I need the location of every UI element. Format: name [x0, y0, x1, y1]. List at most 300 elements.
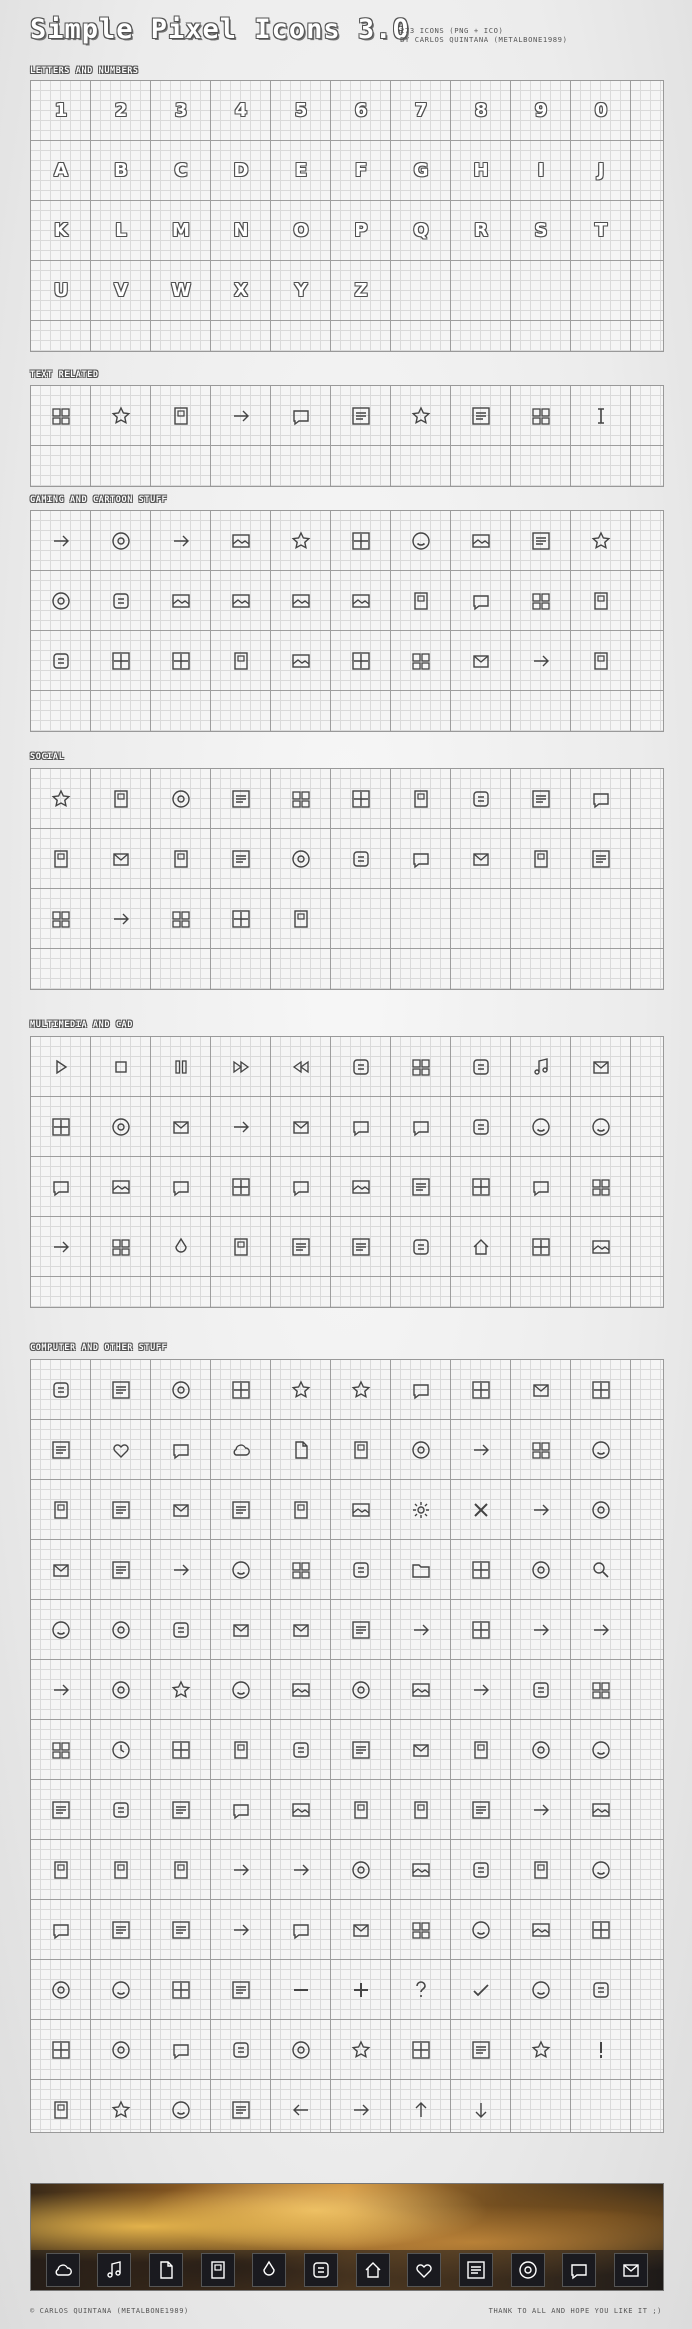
glyph-c: C: [174, 160, 188, 181]
house-icon: [362, 2259, 384, 2281]
subtitle: [400, 26, 568, 44]
icon-cell: [331, 2020, 391, 2080]
glyph-cell: [151, 201, 211, 261]
strikethrough-icon: [530, 405, 552, 427]
facebook-grid-icon: [110, 848, 132, 870]
recycle-icon: [470, 1379, 492, 1401]
glyph-cell: [151, 261, 211, 321]
tag-right-icon: [410, 1739, 432, 1761]
minus-icon: [290, 1979, 312, 2001]
icon-cell: [391, 1840, 451, 1900]
icon-cell: [31, 386, 91, 446]
cd-icon: [170, 1116, 192, 1138]
icon-cell: [511, 1840, 571, 1900]
icon-cell: [271, 1840, 331, 1900]
p-logo-icon: [410, 788, 432, 810]
icon-cell: [511, 571, 571, 631]
icon-cell: [91, 2080, 151, 2140]
glyph-cell: [331, 141, 391, 201]
banner-plug-tile: [459, 2253, 493, 2287]
icon-cell: [331, 1157, 391, 1217]
volume-icon: [470, 1116, 492, 1138]
battery-icon: [50, 1559, 72, 1581]
icon-cell: [271, 386, 331, 446]
glyph-n: N: [233, 220, 249, 241]
mask-icon: [530, 1799, 552, 1821]
icon-cell: [31, 1360, 91, 1420]
glyph-5: 5: [294, 100, 308, 121]
icon-cell: [451, 2020, 511, 2080]
icon-cell: [151, 1780, 211, 1840]
icon-cell: [31, 1037, 91, 1097]
icon-cell: [391, 829, 451, 889]
glyph-cell: [571, 141, 631, 201]
glyph-7: 7: [414, 100, 428, 121]
glyph-cell: [511, 141, 571, 201]
glyph-q: Q: [413, 220, 429, 241]
icon-cell: [571, 769, 631, 829]
pencil-ruler-icon: [410, 1236, 432, 1258]
book-icon: [517, 2259, 539, 2281]
glyph-9: 9: [534, 100, 548, 121]
shield-x-icon: [470, 530, 492, 552]
globe-icon: [590, 1499, 612, 1521]
mac-face-icon: [590, 1679, 612, 1701]
arrow-right-icon: [350, 2099, 372, 2121]
gift-icon: [410, 1619, 432, 1641]
icon-cell: [271, 1157, 331, 1217]
icon-cell: [331, 1097, 391, 1157]
floppy-icon: [110, 1859, 132, 1881]
cylinder-icon: [590, 1979, 612, 2001]
icon-cell: [151, 386, 211, 446]
banner-file-tile: [149, 2253, 183, 2287]
exclamation-icon: [590, 2039, 612, 2061]
icon-cell: [451, 1480, 511, 1540]
clock-icon: [110, 1739, 132, 1761]
gear-icon: [410, 1499, 432, 1521]
icon-cell: [511, 1420, 571, 1480]
keyboard-stand-icon: [290, 1679, 312, 1701]
book-icon: [50, 590, 72, 612]
cassette-tape-icon: [50, 1979, 72, 2001]
film-icon: [350, 1176, 372, 1198]
icon-cell: [571, 1720, 631, 1780]
icon-cell: [31, 1097, 91, 1157]
icon-cell: [271, 571, 331, 631]
glyph-v: V: [114, 280, 128, 301]
envelope-icon: [290, 1499, 312, 1521]
text-lines-icon: [350, 2039, 372, 2061]
icon-cell: [211, 1360, 271, 1420]
align-left-icon: [50, 405, 72, 427]
pentagon-outline-icon: [290, 2039, 312, 2061]
bookmark-icon: [110, 1559, 132, 1581]
cassette-icon: [470, 1056, 492, 1078]
icon-cell: [331, 1720, 391, 1780]
icon-cell: [511, 1217, 571, 1277]
page-title: Simple Pixel Icons 3.0: [30, 14, 410, 45]
icon-cell: [271, 631, 331, 691]
glyph-j: J: [597, 160, 605, 181]
crosshair-icon: [50, 650, 72, 672]
firefox-icon: [410, 1379, 432, 1401]
icon-cell: [571, 631, 631, 691]
icon-cell: [271, 1900, 331, 1960]
icon-cell: [451, 829, 511, 889]
icon-cell: [151, 1480, 211, 1540]
glyph-w: W: [171, 280, 191, 301]
icon-cell: [571, 1660, 631, 1720]
news-icon: [290, 788, 312, 810]
crying-icon: [110, 908, 132, 930]
icon-cell: [271, 1217, 331, 1277]
icon-cell: [391, 571, 451, 631]
icon-cell: [211, 386, 271, 446]
icon-cell: [31, 2080, 91, 2140]
star-icon: [350, 1379, 372, 1401]
icon-cell: [331, 386, 391, 446]
fast-forward-icon: [230, 1056, 252, 1078]
shield-down-icon: [290, 1739, 312, 1761]
alien-icon: [410, 650, 432, 672]
cube-icon: [110, 1619, 132, 1641]
switch-icon: [530, 1619, 552, 1641]
icon-cell: [391, 1157, 451, 1217]
barcode-icon: [590, 1799, 612, 1821]
icon-cell: [391, 1900, 451, 1960]
arrow-left-icon: [290, 2099, 312, 2121]
mail-x-icon: [470, 788, 492, 810]
basket-icon: [170, 1799, 192, 1821]
skull-crossbones-icon: [590, 530, 612, 552]
shield-icon: [410, 1439, 432, 1461]
icon-cell: [571, 1097, 631, 1157]
icon-cell: [391, 1360, 451, 1420]
music-note-icon: [103, 2259, 125, 2281]
icon-cell: [451, 1157, 511, 1217]
banner-gamepad-tile: [614, 2253, 648, 2287]
icon-cell: [271, 1097, 331, 1157]
question-icon: [410, 1979, 432, 2001]
lock-icon: [530, 1439, 552, 1461]
clip-icon: [170, 1859, 192, 1881]
window-icon: [470, 1679, 492, 1701]
facebook-f-icon: [230, 908, 252, 930]
controller-icon: [590, 590, 612, 612]
icon-cell: [511, 1720, 571, 1780]
console-icon: [530, 590, 552, 612]
glyph-x: X: [234, 280, 248, 301]
icon-cell: [211, 1037, 271, 1097]
glyph-8: 8: [474, 100, 488, 121]
flag-icon: [590, 1619, 612, 1641]
icon-cell: [31, 1217, 91, 1277]
icon-cell: [91, 1780, 151, 1840]
icon-cell: [91, 1660, 151, 1720]
glyph-cell: [451, 81, 511, 141]
glyph-cell: [211, 261, 271, 321]
disk-icon: [110, 1679, 132, 1701]
icon-cell: [511, 1960, 571, 2020]
icon-cell: [571, 1900, 631, 1960]
subtitle-count: 273 ICONS (PNG + ICO): [400, 26, 504, 35]
x-logo-icon: [230, 1919, 252, 1941]
angry-icon: [410, 848, 432, 870]
grid-social: [30, 768, 664, 990]
icon-cell: [571, 2020, 631, 2080]
align-justify-icon: [230, 405, 252, 427]
icon-cell: [391, 511, 451, 571]
font-aa-icon: [110, 1979, 132, 2001]
magnifier-pen-icon: [410, 1176, 432, 1198]
icon-cell: [211, 1780, 271, 1840]
icon-cell: [151, 1840, 211, 1900]
preview-banner: [30, 2183, 664, 2291]
target-icon: [50, 1919, 72, 1941]
file-icon: [155, 2259, 177, 2281]
icon-cell: [511, 1540, 571, 1600]
icon-cell: [151, 1960, 211, 2020]
protractor-icon: [350, 1236, 372, 1258]
at-sign-icon: [170, 908, 192, 930]
icon-cell: [331, 829, 391, 889]
banner-photo-camera-tile: [201, 2253, 235, 2287]
page-note-icon: [50, 1859, 72, 1881]
pacman-icon: [530, 650, 552, 672]
glyph-0: 0: [594, 100, 608, 121]
save-document-icon: [110, 2099, 132, 2121]
laptop-icon: [230, 1679, 252, 1701]
icon-cell: [331, 1480, 391, 1540]
icon-cell: [511, 386, 571, 446]
house-icon: [470, 1236, 492, 1258]
icon-cell: [151, 769, 211, 829]
icon-cell: [151, 1097, 211, 1157]
download-icon: [350, 1439, 372, 1461]
icon-cell: [91, 769, 151, 829]
icon-cell: [151, 1900, 211, 1960]
icon-cell: [211, 1217, 271, 1277]
glyph-s: S: [534, 220, 548, 241]
traffic-cone-icon: [230, 1176, 252, 1198]
icon-cell: [451, 1660, 511, 1720]
fullscreen-icon: [590, 1379, 612, 1401]
photo-camera-icon: [207, 2259, 229, 2281]
stamp-icon: [590, 1919, 612, 1941]
icon-cell: [271, 1540, 331, 1600]
icon-cell: [91, 631, 151, 691]
glyph-cell: [151, 141, 211, 201]
icon-cell: [571, 1540, 631, 1600]
pencil-ruler-icon: [310, 2259, 332, 2281]
icon-cell: [271, 829, 331, 889]
icon-cell: [211, 1157, 271, 1217]
plug-icon: [110, 1379, 132, 1401]
blogger-icon: [530, 788, 552, 810]
zero-icon: [50, 1499, 72, 1521]
pause-icon: [170, 1056, 192, 1078]
brush-icon: [110, 1499, 132, 1521]
icon-cell: [151, 1037, 211, 1097]
glyph-p: P: [354, 220, 368, 241]
icon-cell: [511, 1660, 571, 1720]
glyph-1: 1: [54, 100, 68, 121]
subtitle-author: BY CARLOS QUINTANA (METALBONE1989): [400, 35, 568, 44]
icon-cell: [391, 1217, 451, 1277]
glyph-cell: [391, 141, 451, 201]
icon-cell: [511, 829, 571, 889]
tv-icon: [590, 1116, 612, 1138]
icon-cell: [151, 1157, 211, 1217]
grid-text-related: [30, 385, 664, 487]
icon-cell: [91, 1217, 151, 1277]
icon-cell: [451, 631, 511, 691]
glyph-l: L: [115, 220, 127, 241]
icon-cell: [451, 1720, 511, 1780]
card-icon: [290, 1859, 312, 1881]
icon-cell: [331, 1600, 391, 1660]
text-image-top-icon: [410, 405, 432, 427]
pacman-ghost-icon: [410, 530, 432, 552]
footer-copyright: © CARLOS QUINTANA (METALBONE1989): [30, 2307, 189, 2315]
banner-music-note-tile: [97, 2253, 131, 2287]
glyph-y: Y: [294, 280, 308, 301]
bowtie-icon: [230, 2039, 252, 2061]
icon-cell: [511, 2020, 571, 2080]
keyboard-icon: [470, 1176, 492, 1198]
icon-cell: [451, 1097, 511, 1157]
icon-cell: [31, 571, 91, 631]
icon-cell: [271, 1360, 331, 1420]
icon-cell: [511, 1480, 571, 1540]
icon-cell: [31, 511, 91, 571]
rewind-icon: [290, 1056, 312, 1078]
play-icon: [50, 1056, 72, 1078]
icon-cell: [391, 1660, 451, 1720]
bin-icon: [230, 1379, 252, 1401]
icon-cell: [211, 1420, 271, 1480]
glyph-cell: [31, 261, 91, 321]
vhs-icon: [170, 1176, 192, 1198]
icon-cell: [331, 571, 391, 631]
glyph-3: 3: [174, 100, 188, 121]
banner-g-logo-tile: [562, 2253, 596, 2287]
folder-icon: [410, 1559, 432, 1581]
chat-icon: [530, 1499, 552, 1521]
lock-open-icon: [470, 1439, 492, 1461]
robot-face-icon: [170, 590, 192, 612]
smiley-icon: [290, 848, 312, 870]
id-card-icon: [470, 1859, 492, 1881]
icon-cell: [391, 1540, 451, 1600]
icon-cell: [151, 1217, 211, 1277]
icon-cell: [571, 1157, 631, 1217]
icon-cell: [151, 1420, 211, 1480]
sun-icon: [470, 1739, 492, 1761]
pokeball-icon: [290, 650, 312, 672]
crop-icon: [410, 1859, 432, 1881]
icon-cell: [271, 1480, 331, 1540]
smiley-owl-icon: [170, 848, 192, 870]
icon-cell: [31, 2020, 91, 2080]
heart-icon: [110, 1439, 132, 1461]
eject-icon: [350, 1116, 372, 1138]
music-note-icon: [530, 1056, 552, 1078]
icon-cell: [91, 1037, 151, 1097]
laugh-icon: [470, 848, 492, 870]
banner-icon-bar: [31, 2250, 663, 2290]
glyph-cell: [511, 201, 571, 261]
banner-drop-tile: [252, 2253, 286, 2287]
chip-icon: [230, 1859, 252, 1881]
mug-icon: [410, 2039, 432, 2061]
star-circle-icon: [170, 650, 192, 672]
icon-cell: [31, 631, 91, 691]
surprised-icon: [50, 908, 72, 930]
cloud-icon: [230, 1439, 252, 1461]
icon-cell: [331, 631, 391, 691]
icon-cell: [31, 1840, 91, 1900]
glyph-cell: [211, 81, 271, 141]
icon-cell: [511, 1360, 571, 1420]
file-icon: [290, 1439, 312, 1461]
icon-cell: [31, 1157, 91, 1217]
cloud-icon: [52, 2259, 74, 2281]
icon-cell: [91, 1157, 151, 1217]
icon-cell: [151, 1360, 211, 1420]
icon-cell: [451, 1960, 511, 2020]
icon-cell: [91, 1720, 151, 1780]
phone-icon: [350, 1619, 372, 1641]
glyph-cell: [151, 81, 211, 141]
text-image-right-icon: [350, 405, 372, 427]
icon-cell: [391, 1480, 451, 1540]
glyph-cell: [271, 201, 331, 261]
pie-chart-icon: [170, 1499, 192, 1521]
radio-icon: [410, 1056, 432, 1078]
glyph-u: U: [53, 280, 69, 301]
icon-cell: [571, 1780, 631, 1840]
crosshair-target-icon: [350, 1499, 372, 1521]
icon-cell: [31, 1720, 91, 1780]
icon-cell: [391, 2080, 451, 2140]
icon-cell: [391, 2020, 451, 2080]
cloud-upload-icon: [530, 1379, 552, 1401]
gamepad-icon: [620, 2259, 642, 2281]
windows-panes-icon: [350, 1919, 372, 1941]
icon-cell: [91, 1600, 151, 1660]
section-label-gaming: GAMING AND CARTOON STUFF: [30, 495, 168, 505]
joystick-icon: [230, 650, 252, 672]
sleepy-icon: [590, 848, 612, 870]
cat-face-icon: [50, 530, 72, 552]
easel-icon: [50, 1799, 72, 1821]
icon-cell: [571, 1600, 631, 1660]
icon-cell: [331, 2080, 391, 2140]
printer-3d-icon: [50, 1236, 72, 1258]
icon-cell: [211, 631, 271, 691]
icon-cell: [151, 1600, 211, 1660]
glyph-i: I: [537, 160, 545, 181]
icon-cell: [571, 1037, 631, 1097]
icon-cell: [511, 1097, 571, 1157]
icon-cell: [91, 1540, 151, 1600]
glyph-cell: [31, 141, 91, 201]
icon-cell: [91, 1900, 151, 1960]
monitor-icon: [50, 1379, 72, 1401]
dice-icon: [350, 650, 372, 672]
